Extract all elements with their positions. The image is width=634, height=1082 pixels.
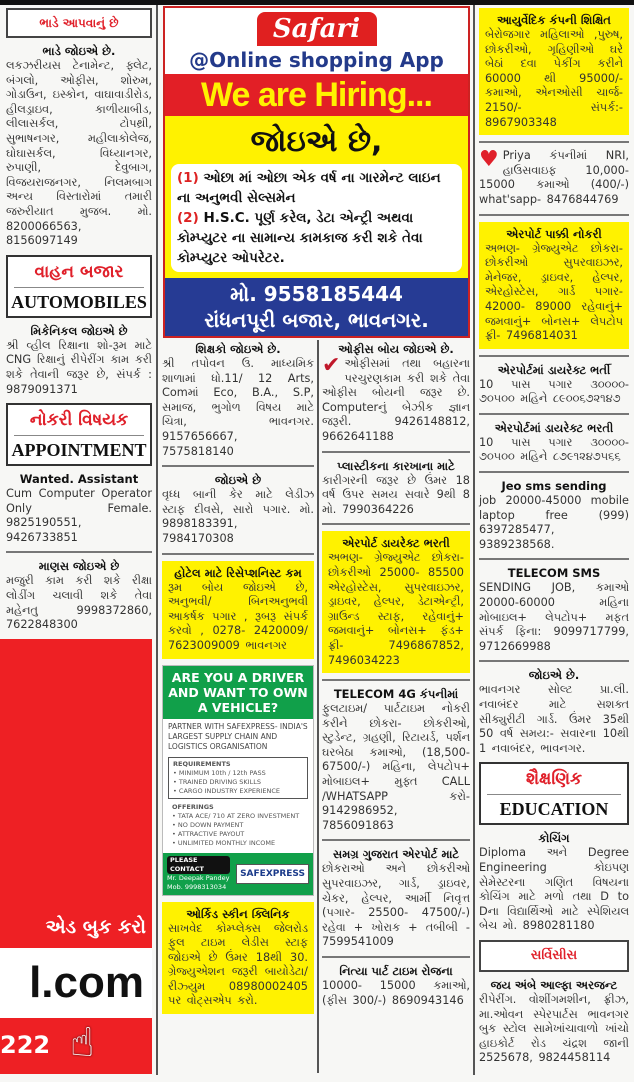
divider: [479, 355, 629, 357]
contact-phone: મો. 9558185444: [230, 282, 403, 306]
ad-body-wrap: [6, 487, 152, 545]
wanted-heading: જોઇએ છે,: [250, 124, 383, 159]
ad-body: 10 પાસ પગાર ૩૦૦૦૦- ૭૦૫૦૦ મહિને ૮૭૯૧૨૪૭૫૬૬: [479, 435, 629, 464]
divider: [479, 558, 629, 560]
divider: [479, 214, 629, 216]
classified-ad-plastic: [322, 459, 470, 518]
phone-number: 222: [0, 1031, 51, 1059]
divider: [479, 471, 629, 473]
divider: [479, 413, 629, 415]
phone-strip: [0, 1018, 152, 1074]
ad-title: એરપોર્ટમાં ડાયરેક્ટ ભરતી: [494, 420, 614, 435]
ad-title: એરપોર્ટ ડાયરેક્ટ ભરતી: [342, 536, 450, 551]
contact-footer: [163, 853, 313, 895]
requirements-box: [168, 757, 308, 799]
requirement-1: [177, 168, 456, 208]
requirement-2: [177, 208, 456, 268]
ad-body: ફુલટાઇમ/ પાર્ટટાઇમ નોકરી કરીને છોકરા- છોકરીઓ, સ્ટુડેન્ટ, ગ્રહણી, રિટાયર્ડ, પર્શન ઘરબેઠા કમાઓ, (18,500- 67500/-) મહિના, લેપટોપ+ મોબાઇલ+ મુફ્ત CALL /WHATSAPP કરો- 9142986952, 7856091863: [322, 702, 470, 832]
ad-body-wrap: [322, 474, 470, 518]
classified-ad-airport1: [322, 531, 470, 673]
ad-title: જોઇએ છે.: [528, 668, 580, 683]
ad-body: Cum Computer Operator Only Female. 9825190551, 9426733851: [6, 487, 152, 544]
classified-ad-teach: [162, 342, 314, 459]
ad-body: રૂમ બોય જોઇએ છે, અનુભવી/ બિનઅનુભવી આકર્ષક પગાર , રૂબરૂ સંપર્ક કરવો , 0278- 2420009/ 7623009009 ભાવનગર: [168, 580, 308, 652]
divider: [322, 839, 470, 841]
ad-title: પ્લાસ્ટીકના કારખાના માટે: [337, 458, 455, 473]
classified-ad-orchid: [162, 902, 314, 1015]
ad-title: Jeo sms sending: [501, 479, 607, 494]
offering-item: • NO DOWN PAYMENT: [172, 820, 244, 829]
section-header-education: [479, 762, 629, 825]
classified-ad-telsms: [479, 566, 629, 654]
page-top-border: [0, 0, 634, 5]
ad-body: job 20000-45000 mobile laptop free (999) 6397285477, 9389238568.: [479, 494, 629, 551]
ad-body-wrap: [322, 862, 470, 950]
ad-body-wrap: [485, 28, 623, 130]
ad-body-wrap: [479, 436, 629, 465]
ad-body: અભણ- ગ્રેજ્યુએટ છોકરા- છોકરીઓ 25000- 85500 એરહોસ્ટેસ, સુપરવાઇઝર, ડ્રાઇવર, હેલ્પર, ડેટાએન્ટ્રી, ગ્રાઉન્ડ સ્ટાફ, રહેવાનું+ જમવાનું+ બોનસ+ ફંડ+ ફ્રી- 7496867852, 7496034223: [328, 551, 464, 667]
ad-title: એરપોર્ટમાં ડાયરેક્ટ ભર્તી: [497, 362, 611, 377]
ad-body: બેરોજગાર મહિલાઓ ,પુરુષ, છોકરીઓ, ગૃહિણીઓ ઘરે બેઠાં દવા પેકીંગ કરીને 60000 થી 95000/- કમાઓ, એનઓસી ચાર્જ- 2150/- સંપર્ક:- 8967903348: [485, 28, 623, 129]
classified-ad-ayur: [479, 8, 629, 135]
classified-ad-care: [162, 473, 314, 546]
classified-ad-manas: [6, 559, 152, 632]
column-divider: [317, 340, 319, 1073]
column-divider: [473, 5, 475, 1075]
ad-title: માણસ જોઇએ છે: [38, 559, 120, 574]
safari-hiring-ad: [163, 6, 470, 338]
classified-ad-salt: [479, 668, 629, 756]
classified-ad-mech: [6, 324, 152, 397]
contact-label: PLEASE CONTACT: [167, 856, 230, 874]
ad-body: લકઝરીયસ ટેનામેન્ટ, ફ્લેટ, બંગલો, ઓફીસ, શોરુમ, ગોડાઉન, ઇસ્કોન, વાઘાવાડીરોડ, હીલડ્રાઇવ, કાળીયાબીડ, લીલાસર્કલ, ટોપથ્રી, સુભાષનગર, મહીલાકોલેજ, ઘોઘાસર્કલ, વિધ્યાનગર, રુપાણી, દેવુબાગ, વિજયરાજનગર, નિલમબાગ અન્ય વિસ્તારોમાં તમારી જરુરીયાત મુજબ. મો. 8200066563, 8156097149: [6, 59, 152, 248]
section-title: સર્વિસીસ: [530, 947, 578, 963]
ad-title: મિકેનિકલ જોઇએ છે: [30, 323, 128, 338]
pointer-hand-icon: ☝: [70, 1020, 95, 1066]
ad-body: 10 પાસ પગાર ૩૦૦૦૦- ૭૦૫૦૦ મહિને ૮૯૦૦૬૭૨૧૪૭: [479, 377, 629, 406]
section-title-gujarati: નોકરી વિષયક: [14, 405, 144, 436]
divider: [479, 141, 629, 143]
ad-body-wrap: [485, 242, 623, 344]
divider: [162, 465, 314, 467]
section-title-gujarati: વાહન બજાર: [14, 257, 144, 288]
classified-ad-coach: [479, 831, 629, 934]
classified-ad-airport2: [479, 222, 629, 349]
ad-body-wrap: [322, 702, 470, 833]
ad-body: મજુરી કામ કરી શકે રીક્ષા લોડીંગ ચલાવી શકે તેવા મહેનતુ 9998372860, 7622848300: [6, 574, 152, 632]
ad-body-wrap: [322, 979, 470, 1008]
section-title: ભાડે આપવાનું છે: [39, 16, 119, 30]
ad-body-wrap: [479, 993, 629, 1066]
divider: [322, 523, 470, 525]
contact-name: Mr. Deepak Pandey: [167, 873, 230, 882]
column-1: [0, 8, 152, 1074]
ad-body: ભાવનગર સોલ્ટ પ્રા.લી. નવાબંદર માટે સશક્ત સીક્યુરીટી ગાર્ડ. ઉંમર 35થી 50 વર્ષ સમય:- સવારના 10થી 1 નવાબંદર, ભાવનગર.: [479, 683, 629, 755]
ad-body: અભણ- ગ્રેજ્યુએટ છોકરા- છોકરીઓ સુપરવાઇઝર, મેનેજર, ડ્રાઇવર, હેલ્પર, એરહોસ્ટેસ, ગાર્ડ પગાર- 42000- 89000 રહેવાનું+ જમવાનું+ બોનસ+ લેપટોપ ફ્રી- 7496814031: [485, 241, 623, 343]
ad-body: Diploma અને Degree Engineering કોઇપણ સેમેસ્ટરના ગણિત વિષયના કોચિંગ માટે મળો તથા D to Dના વિદ્યાર્થિઓ માટે સ્પેશિયલ બેચ મો. 8980281180: [479, 846, 629, 933]
section-title-english: APPOINTMENT: [11, 440, 147, 461]
point-number: (1): [177, 170, 199, 186]
ad-title: કોચિંગ: [538, 831, 570, 846]
section-header-appointment: [6, 403, 152, 466]
divider: [322, 956, 470, 958]
ad-body: રીપેરીંગ. વોશીંગમશીન, ફ્રીઝ, મા.ઓવન સ્પેરપાર્ટસ ભાવનગર બુક સ્ટોલ સામેખાંચાવાળો ખાંચો હાઇકોર્ટ રોડ ચંદ્રશ જાની 2525678, 9824458114: [479, 992, 629, 1065]
ad-title: Wanted. Assistant: [19, 472, 139, 487]
safexpress-driver-ad: [162, 665, 314, 896]
ad-title: હોટેલ માટે રિસેપ્શનિસ્ટ કમ: [174, 565, 302, 580]
requirements-title: REQUIREMENTS: [173, 759, 231, 768]
safexpress-logo: SAFEXPRESS: [236, 864, 309, 884]
ad-body: વૃધ્ધ બાની કેર માટે લેડીઝ સ્ટાફ દીવસે, સારો પગાર. મો. 9898183391, 7984170308: [162, 488, 314, 545]
divider: [162, 553, 314, 555]
column-divider: [156, 5, 158, 1075]
ad-body-wrap: [6, 339, 152, 397]
ad-body: ઓફીસમાં તથા બહારના પરચુરણકામ કરી શકે તેવા ઓફીસ બોયની જરૂર છે. Computerનું બેઝીક જ્ઞાન જરૂરી. 9426148812, 9662641188: [322, 357, 470, 443]
ad-title: જોઇએ છે: [214, 473, 262, 488]
ad-body: સાખવેદ કોમ્પ્લેક્સ જેલરોડ ફુલ ટાઇમ લેડીસ સ્ટાફ જોઇએ છે ઉંમર 18થી 30. ગ્રેજ્યુએશન જરૂરી બાયોડેટા/ રીઝ્યુમ 08980002405 પર વોટ્સએપ કરો.: [168, 921, 308, 1008]
ad-body-wrap: [479, 378, 629, 407]
heart-icon: ♥: [479, 147, 499, 173]
offerings-box: [168, 801, 308, 850]
point-text: ઓછા માં ઓછા એક વર્ષ ના ગારમેન્ટ લાઇન ના અનુભવી સેલ્સમેન: [177, 170, 441, 206]
ad-body: SENDING JOB, કમાઓ 20000-60000 મહિના મોબાઇલ+ લેપટોપ+ મફત સંપર્ક ફિના: 9099717799, 9712669988: [479, 581, 629, 653]
ad-title: શિક્ષકો જોઇએ છે.: [195, 342, 281, 356]
ad-title: નિત્યા પાર્ટ ટાઇમ રોજના: [339, 964, 453, 978]
classified-ad-gujairport: [322, 847, 470, 950]
classified-ad-jay: [479, 978, 629, 1066]
ad-title: ઓર્કિડ સ્કીન ક્લિનિક: [186, 906, 290, 921]
safari-tagline: @Online shopping App: [189, 48, 444, 72]
ad-body-wrap: [168, 581, 308, 654]
website-domain[interactable]: l.com: [0, 948, 152, 1018]
classified-ad-assist: [6, 472, 152, 545]
classified-ad-rent1: [6, 44, 152, 249]
classified-ad-airport4: [479, 421, 629, 465]
ad-body: Priya કંપનીમાં NRI, હાઉસવાઇફ 10,000- 15000 કમાઓ (400/-) what'sapp- 8476844769: [479, 149, 629, 206]
ad-body: શ્રી વ્હીલ રિક્ષાના શો-રૂમ માટે CNG રિક્ષાનું રીપેરીંગ કામ કરી શકે તેવાની જરૂર છે, સંપર્ક : 9879091371: [6, 338, 152, 396]
ad-title: ભાડે જોઇએ છે.: [42, 44, 116, 58]
divider: [6, 551, 152, 553]
ad-body: શ્રી તપોવન ઉ. માધ્યમિક શાળામાં ધો.11/ 12 Arts, Comમાં Eco, B.A., S.P, સમાજ, ભુગોળ વિષય માટે ચિત્રા, ભાવનગર. 9157656667, 7575818140: [162, 357, 314, 458]
offering-item: • TATA ACE/ 710 AT ZERO INVESTMENT: [172, 811, 300, 820]
ad-title: એરપોર્ટ પાક્કી નોકરી: [506, 226, 602, 241]
contact-mobile: Mob. 9998313034: [167, 882, 227, 891]
ad-title: આયુર્વેદિક કંપની શિક્ષિત: [497, 13, 611, 27]
divider: [479, 660, 629, 662]
hiring-banner: We are Hiring...: [165, 74, 468, 116]
classified-ad-office: [322, 342, 470, 445]
section-title-gujarati: શૈક્ષણિક: [487, 764, 621, 795]
ad-body-wrap: [479, 683, 629, 756]
driver-headline: ARE YOU A DRIVER AND WANT TO OWN A VEHICLE?: [163, 666, 313, 719]
ad-body-wrap: [162, 357, 314, 459]
section-header-services: [479, 940, 629, 972]
divider: [322, 451, 470, 453]
ad-title: TELECOM 4G કંપનીમાં: [333, 687, 459, 702]
divider: [322, 679, 470, 681]
classified-ad-airport3: [479, 363, 629, 407]
column-3: [322, 342, 470, 1008]
requirement-item: • CARGO INDUSTRY EXPERIENCE: [173, 786, 281, 795]
ad-body: કારીગરની જરૂર છે ઉંમર 18 વર્ષ ઉપર સમય સવારે 9થી 8 મો. 7990364226: [322, 473, 470, 516]
book-ad-banner[interactable]: [0, 639, 152, 1074]
offering-item: • UNLIMITED MONTHLY INCOME: [172, 838, 276, 847]
contact-address: રાંધનપૂરી બજાર, ભાવનગર.: [204, 308, 429, 332]
column-4: [479, 8, 629, 1066]
requirements-panel: [165, 116, 468, 278]
safari-logo: Safari: [257, 12, 377, 46]
classified-ad-hotel: [162, 561, 314, 659]
column-2: [162, 342, 314, 1014]
contact-info: [167, 856, 230, 892]
section-header-automobiles: [6, 255, 152, 318]
ad-body-wrap: [6, 574, 152, 632]
book-ad-text: એડ બુક કરો: [45, 916, 146, 938]
requirements-list: [171, 164, 462, 272]
contact-banner: [165, 278, 468, 336]
ad-title: જય અંબે આલ્ફા અરજન્ટ: [490, 977, 618, 992]
ad-body-wrap: [322, 353, 470, 445]
point-number: (2): [177, 210, 199, 226]
checkmark-icon: ✔: [322, 353, 341, 378]
ad-body-wrap: [328, 551, 464, 668]
ad-body-wrap: [479, 846, 629, 934]
classified-ad-priya: [479, 149, 629, 207]
ad-body-wrap: [168, 922, 308, 1010]
section-header-rent: [6, 8, 152, 38]
point-text: H.S.C. પૂર્ણ કરેલ, ડેટા એન્ટ્રી અથવા કોમ્પ્યુટર ના સામાન્ય કામકાજ કરી શકે તેવા કોમ્પ્યુટર ઓપરેટર.: [177, 210, 423, 266]
ad-body: છોકરાઓ અને છોકરીઓ સુપરવાઇઝર, ગાર્ડ, ડ્રાઇવર, ચેકર, હેલ્પર, આર્મી નિવૃત્ત (પગાર- 25500- 47500/-) રહેવા + ખોરાક + તબીબી - 7599541009: [322, 862, 470, 949]
requirement-item: • TRAINED DRIVING SKILLS: [173, 777, 261, 786]
requirement-item: • MINIMUM 10th / 12th PASS: [173, 768, 266, 777]
ad-body-wrap: [162, 488, 314, 546]
ad-body-wrap: [6, 59, 152, 249]
ad-body: 10000- 15000 કમાઓ, (ફીસ 300/-) 8690943146: [322, 979, 470, 1007]
classified-ad-jeo: [479, 479, 629, 552]
ad-body-wrap: [479, 581, 629, 654]
section-title-english: EDUCATION: [499, 799, 609, 820]
section-title-english: AUTOMOBILES: [11, 291, 147, 312]
partner-text: PARTNER WITH SAFEXPRESS- INDIA'S LARGEST SUPPLY CHAIN AND LOGISTICS ORGANISATION: [168, 721, 308, 751]
ad-body-wrap: [479, 149, 629, 207]
ad-title: સમગ્ર ગુજરાત એરપોર્ટ માટે: [332, 847, 460, 862]
classified-ad-nitya: [322, 964, 470, 1008]
ad-body-wrap: [479, 494, 629, 552]
ad-title: TELECOM SMS: [507, 566, 601, 581]
offering-item: • ATTRACTIVE PAYOUT: [172, 829, 245, 838]
ad-title: ઓફીસ બોય જોઇએ છે.: [338, 342, 454, 356]
classified-ad-telecom4g: [322, 687, 470, 833]
offerings-title: OFFERINGS: [172, 802, 214, 811]
